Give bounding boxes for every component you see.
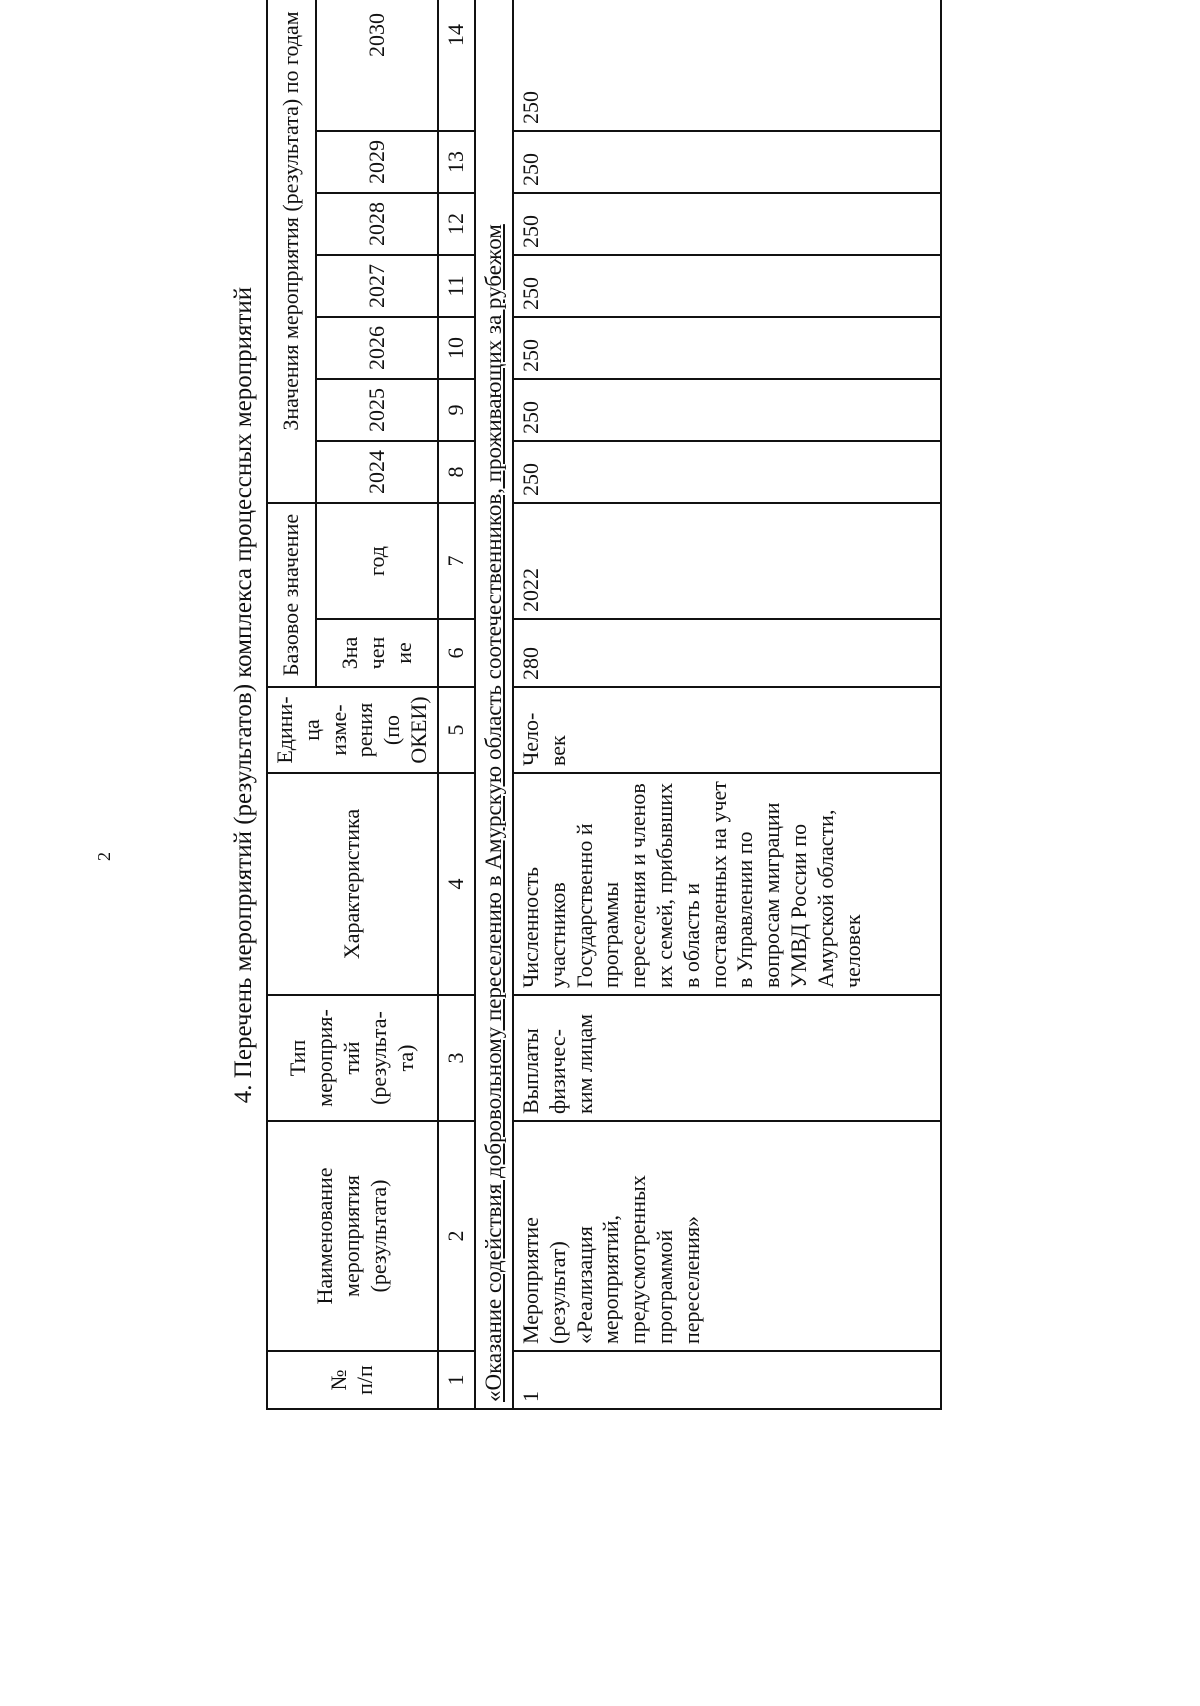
column-number: 3: [438, 995, 475, 1121]
header-base-value: Зна чен ие: [316, 619, 438, 687]
row-value: 250: [513, 131, 941, 193]
header-base-year: год: [316, 503, 438, 619]
column-number: 9: [438, 379, 475, 441]
header-values: Значения мероприятия (результата) по годам: [267, 0, 316, 503]
document-title: 4. Перечень мероприятий (результатов) комплекса процессных мероприятий: [230, 286, 257, 1104]
header-characteristic: Характеристика: [267, 773, 438, 995]
header-base: Базовое значение: [267, 503, 316, 687]
row-base-year: 2022: [513, 503, 941, 619]
header-year: 2024: [316, 441, 438, 503]
header-year: 2029: [316, 131, 438, 193]
column-number: 6: [438, 619, 475, 687]
column-number: 7: [438, 503, 475, 619]
column-number: 10: [438, 317, 475, 379]
header-row-1: [267, 0, 316, 1409]
row-value: 250: [513, 0, 941, 131]
header-year: 2027: [316, 255, 438, 317]
rotated-page-content: [222, 0, 1042, 1410]
column-number: 11: [438, 255, 475, 317]
column-number: 8: [438, 441, 475, 503]
row-num: 1: [513, 1351, 941, 1409]
row-unit: Чело-век: [513, 687, 941, 773]
header-year: 2028: [316, 193, 438, 255]
header-num: № п/п: [267, 1351, 438, 1409]
header-unit: Едини-ца изме-рения (по ОКЕИ): [267, 687, 438, 773]
header-year: 2025: [316, 379, 438, 441]
column-number: 1: [438, 1351, 475, 1409]
column-number: 14: [438, 0, 475, 131]
row-value: 250: [513, 317, 941, 379]
row-value: 250: [513, 441, 941, 503]
row-value: 250: [513, 379, 941, 441]
header-name: Наименование мероприятия (результата): [267, 1121, 438, 1351]
table-row: [513, 0, 941, 1409]
row-base-value: 280: [513, 619, 941, 687]
section-title: «Оказание содействия добровольному переселению в Амурскую область соотечественников, проживающих за рубежом: [475, 0, 513, 1409]
row-value: 250: [513, 193, 941, 255]
column-number: 4: [438, 773, 475, 995]
column-number: 5: [438, 687, 475, 773]
column-number: 12: [438, 193, 475, 255]
row-type: Выплаты физичес-ким лицам: [513, 995, 941, 1121]
header-type: Тип мероприя-тий (результа-та): [267, 995, 438, 1121]
row-value: 250: [513, 255, 941, 317]
column-number: 2: [438, 1121, 475, 1351]
page-number: 2: [94, 852, 114, 861]
column-number-row: [438, 0, 475, 1409]
measures-table: [266, 0, 942, 1410]
row-name: Мероприятие (результат) «Реализация мероприятий, предусмотренных программой переселения»: [513, 1121, 941, 1351]
header-year: 2030: [316, 0, 438, 131]
header-year: 2026: [316, 317, 438, 379]
section-row: [475, 0, 513, 1409]
row-characteristic: Численность участников Государственно й программы переселения и членов их семей, прибывших в область и поставленных на учет в Управлении по вопросам миграции УМВД России по Амурской области, человек: [513, 773, 941, 995]
column-number: 13: [438, 131, 475, 193]
